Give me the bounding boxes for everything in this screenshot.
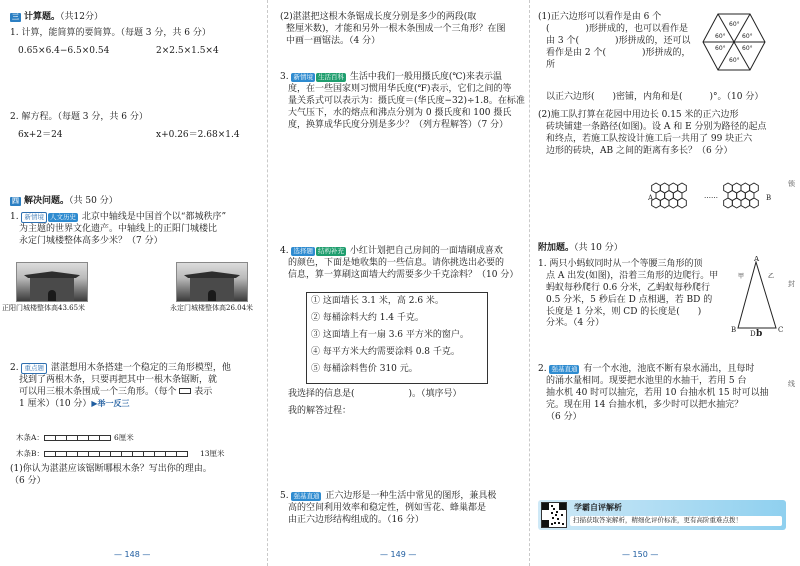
question-text: 的颜色，下面是她收集的一些信息。请你挑选出必要的 [288, 257, 505, 268]
centimeter-cell [176, 451, 188, 457]
centimeter-cell [99, 435, 111, 441]
photo-caption-2: 永定门城楼整体高26.04米 [170, 304, 254, 312]
question-text: (1)正六边形可以看作是由 6 个 [538, 12, 662, 22]
hexagon-tile [724, 198, 733, 208]
question-text: 和终点，若施工队按设计施工后一共用了 99 块正六 [546, 133, 753, 144]
question-text: 度，在一些国家则习惯用华氏度(℉)表示，它们之间的等 [288, 83, 512, 94]
angle-label: 60° [742, 45, 753, 52]
hexagon-tile [741, 198, 750, 208]
question-text: 为主题的世界文化遗产。中轴线上的正阳门城楼比 [19, 223, 218, 234]
centimeter-cell [121, 451, 132, 457]
question-text: 0.5 分米，5 秒后在 D 点相遇，若 BD 的 [546, 294, 713, 305]
question-5 [280, 72, 526, 131]
question-text: 中画一画锯法。（4 分） [286, 35, 381, 46]
point-d-label: D [750, 330, 756, 336]
bonus-question-1 [538, 259, 724, 330]
info-option[interactable]: ④ 每平方米大约需要涂料 0.8 千克。 [311, 347, 460, 357]
info-option[interactable]: ① 这面墙长 3.1 米，高 2.6 米。 [311, 296, 444, 306]
vertex-a-label: A [754, 256, 760, 263]
question-text: 找到了两根木条，只要再把其中一根木条锯断，就 [19, 374, 218, 385]
structure-badge: 结构补充 [317, 247, 344, 255]
question-number: 4. [280, 246, 289, 256]
question-text: 量关系式可以表示为：摄氏度＝(华氏度−32)÷1.8。在标准 [288, 95, 525, 106]
angle-label: 60° [729, 21, 740, 28]
question-text: （6 分） [10, 475, 46, 486]
question-6 [280, 246, 526, 282]
question-number: 2. [538, 364, 547, 374]
stick-a-length: 6厘米 [114, 433, 134, 442]
centimeter-cell [99, 451, 110, 457]
question-number: 3. [280, 72, 289, 82]
angle-label: 60° [742, 33, 753, 40]
question-text: 抽水机 40 时可以抽完，若用 10 台抽水机 15 时可以抽 [546, 387, 769, 398]
question-text: 蚂蚁每秒爬行 0.6 分米，乙蚂蚁每秒爬行 [546, 282, 711, 293]
angle-label: 60° [715, 33, 726, 40]
point-a-label: A [648, 194, 654, 202]
point-b-label: B [766, 194, 772, 202]
question-4-part-2 [280, 12, 526, 48]
centimeter-cell [66, 451, 77, 457]
binding-mark: 线 [788, 380, 795, 388]
question-text: 边形的砖块，AB 之间的距离有多长？（6 分） [546, 145, 733, 156]
centimeter-cell [154, 451, 165, 457]
centimeter-cell [77, 451, 88, 457]
section-problems-heading [10, 196, 118, 208]
panel-description: 扫描获取答案解析，精细化评价标准，更有高阶重难点拨！ [570, 516, 782, 526]
question-text: 表示 [194, 386, 213, 397]
question-text: 湛湛想用木条搭建一个稳定的三角形模型，他 [50, 363, 231, 373]
hexagon-tile [678, 198, 687, 208]
angle-label: 60° [729, 57, 740, 64]
info-option[interactable]: ③ 这面墙上有一扇 3.6 平方米的窗户。 [311, 330, 469, 340]
angle-label: 60° [715, 45, 726, 52]
question-text: 1 厘米）（10 分） [19, 398, 92, 409]
key-question-badge: 重点题 [21, 363, 47, 374]
self-assessment-panel[interactable] [538, 500, 786, 530]
centimeter-cell [88, 451, 99, 457]
question-text: 高的空间利用效率和稳定性，例如雪花、蜂巢都是 [288, 502, 487, 513]
hexagon-part-2 [538, 110, 778, 158]
section-score: （共12分） [60, 12, 103, 22]
vertex-b-label: B [731, 326, 737, 334]
yongdingmen-photo [176, 262, 248, 302]
question-7 [280, 491, 526, 527]
section-score: （共 50 分） [69, 196, 118, 206]
question-text: 两只小蚂蚁同时从一个等腰三角形的顶 [549, 259, 703, 269]
question-text: (1)你认为湛湛应该锯断哪根木条？写出你的理由。 [10, 464, 212, 474]
hexagon-part-1 [538, 12, 698, 71]
new-context-badge: 新情境 [293, 73, 313, 81]
binding-mark: 封 [788, 280, 795, 288]
expression-1a: 0.65×6.4−6.5×0.54 [18, 46, 110, 56]
question-text: 由正六边形结构组成的。（16 分） [288, 514, 424, 525]
section-calc-heading [10, 12, 103, 24]
question-number: 5. [280, 491, 289, 501]
hexagon-part-1-end: 以正六边形( )密铺，内角和是( )°。（10 分） [546, 92, 764, 102]
question-text: 有一个水池，池底不断有泉水涌出，且每时 [583, 364, 755, 374]
question-text: 看作是由 2 个( )形拼成的，所 [546, 47, 691, 70]
question-number: 1. [538, 259, 547, 269]
question-text: 大气压下，水的熔点和沸点分别为 0 摄氏度和 100 摄氏 [288, 107, 512, 118]
centimeter-cell [44, 435, 55, 441]
centimeter-cell [110, 451, 121, 457]
qr-code-icon[interactable] [541, 502, 567, 528]
hexagon-tile [669, 198, 678, 208]
question-text: 永定门城楼整体高多少米？（7 分） [19, 235, 163, 246]
question-text: 整厘米数)，才能和另外一根木条围成一个三角形？在图 [286, 23, 506, 34]
centimeter-cell [66, 435, 77, 441]
expression-1b: 2×2.5×1.5×4 [156, 46, 219, 56]
equation-2a: 6x+2＝24 [18, 130, 63, 140]
question-text: 度，换算成华氏度分别是多少？（列方程解答）（7 分） [288, 119, 509, 130]
humanities-badge: 人文历史 [49, 213, 76, 221]
question-text: 砖块铺建一条路径(如图)。设 A 和 E 分别为路径的起点 [546, 121, 767, 132]
equation-2b: x+0.26＝2.68×1.4 [156, 130, 240, 140]
page-number: — 150 — [622, 550, 659, 560]
ellipsis: …… [704, 192, 718, 200]
info-option[interactable]: ② 每桶涂料大约 1.4 千克。 [311, 313, 424, 323]
question-text: 点 A 出发(如图)，沿着三角形的边爬行。甲 [546, 270, 719, 281]
question-number: 1. [10, 212, 19, 222]
hexagon-tile [660, 198, 669, 208]
hexagon-tile [732, 198, 741, 208]
ant-yi-label: 乙 [768, 273, 775, 280]
stick-b-length: 13厘米 [200, 449, 225, 458]
question-text: 分米。（4 分） [546, 318, 605, 329]
related-practice-tag: ▶举一反三 [91, 398, 130, 408]
question-text: 由 3 个( )形拼成的，还可以 [546, 35, 691, 46]
stick-a-bar [44, 435, 111, 441]
section-title: 解决问题。 [24, 196, 70, 206]
centimeter-cell [77, 435, 88, 441]
ant-jia-label: 甲 [738, 273, 745, 280]
section-number-badge: 四 [12, 197, 19, 205]
question-text: 信息，算一算刷这面墙大约需要多少千克涂料？（10 分） [288, 269, 519, 280]
section-title: 计算题。 [24, 12, 61, 22]
question-text: ( )形拼成的，也可以看作是 [546, 23, 689, 34]
question-text: 北京中轴线是中国首个以“都城秩序” [81, 212, 227, 222]
question-2-stem: 2. 解方程。（每题 3 分，共 6 分） [10, 112, 148, 122]
strong-foundation-badge: 强基直通 [293, 492, 320, 500]
panel-title: 学霸自评解析 [574, 503, 622, 512]
question-text: 小红计划把自己房间的一面墙刷成喜欢 [349, 246, 503, 256]
question-text: 正六边形是一种生活中常见的图形，兼具极 [325, 491, 497, 501]
selected-info-blank[interactable]: 我选择的信息是( )。（填序号） [288, 389, 462, 399]
question-text: (2)湛湛把这根木条锯成长度分别是多少的两段(取 [280, 12, 477, 22]
hexagon-triangles-diagram [702, 12, 766, 72]
question-3 [10, 212, 264, 248]
strong-foundation-badge: 强基直通 [551, 365, 578, 373]
question-text: （6 分） [546, 411, 582, 422]
bonus-question-2 [538, 364, 788, 423]
bonus-title: 附加题。 [538, 243, 575, 253]
choice-badge: 选择题 [293, 247, 313, 255]
question-4-part-1 [10, 464, 264, 488]
page-149 [268, 0, 530, 566]
page-148 [0, 0, 268, 566]
bonus-score: （共 10 分） [574, 243, 623, 253]
centimeter-cell [132, 451, 143, 457]
centimeter-cell [55, 435, 66, 441]
binding-mark: 锁 [788, 180, 795, 188]
question-text: (2)施工队打算在花园中用边长 0.15 米的正六边形 [538, 110, 739, 120]
stick-b-bar [44, 451, 188, 457]
hexagon-path-diagram [648, 176, 772, 216]
question-text: 生活中我们一般用摄氏度(℃)来表示温 [349, 72, 502, 82]
centimeter-cell [44, 451, 55, 457]
vertex-c-label: C [778, 326, 784, 334]
info-option[interactable]: ⑤ 每桶涂料售价 310 元。 [311, 364, 418, 374]
question-text: 的涌水量相同。现要把水池里的水抽干，若用 5 台 [546, 375, 747, 386]
question-text: 可以用三根木条围成一个三角形。（每个 [19, 386, 177, 397]
hexagon-tile [750, 198, 759, 208]
photo-caption-1: 正阳门城楼整体高43.65米 [2, 304, 86, 312]
new-context-badge: 新情境 [21, 212, 47, 223]
isosceles-triangle-diagram [726, 256, 786, 336]
page-150 [530, 0, 800, 566]
centimeter-cell [165, 451, 176, 457]
question-4 [10, 363, 264, 411]
bonus-heading [538, 243, 623, 255]
stick-a-label: 木条A： [16, 433, 44, 442]
question-1-stem: 1. 计算，能简算的要简算。（每题 3 分，共 6 分） [10, 28, 211, 38]
question-text: 完。现在用 14 台抽水机，多少时可以把水抽完？ [546, 399, 744, 410]
stick-b-label: 木条B： [16, 449, 45, 458]
page-number: — 148 — [114, 550, 151, 560]
page-number: — 149 — [380, 550, 417, 560]
side-b-label: b [756, 329, 763, 336]
question-number: 2. [10, 363, 19, 373]
solution-process-label: 我的解答过程： [288, 406, 352, 416]
centimeter-cell [143, 451, 154, 457]
zhengyangmen-photo [16, 262, 88, 302]
question-text: 长度是 1 分米，则 CD 的长度是( ) [546, 306, 702, 317]
section-number-badge: 三 [12, 13, 19, 21]
centimeter-cell [88, 435, 99, 441]
unit-cell-icon [179, 388, 191, 394]
info-options-box [306, 292, 488, 384]
life-science-badge: 生活百科 [317, 73, 344, 81]
centimeter-cell [55, 451, 66, 457]
